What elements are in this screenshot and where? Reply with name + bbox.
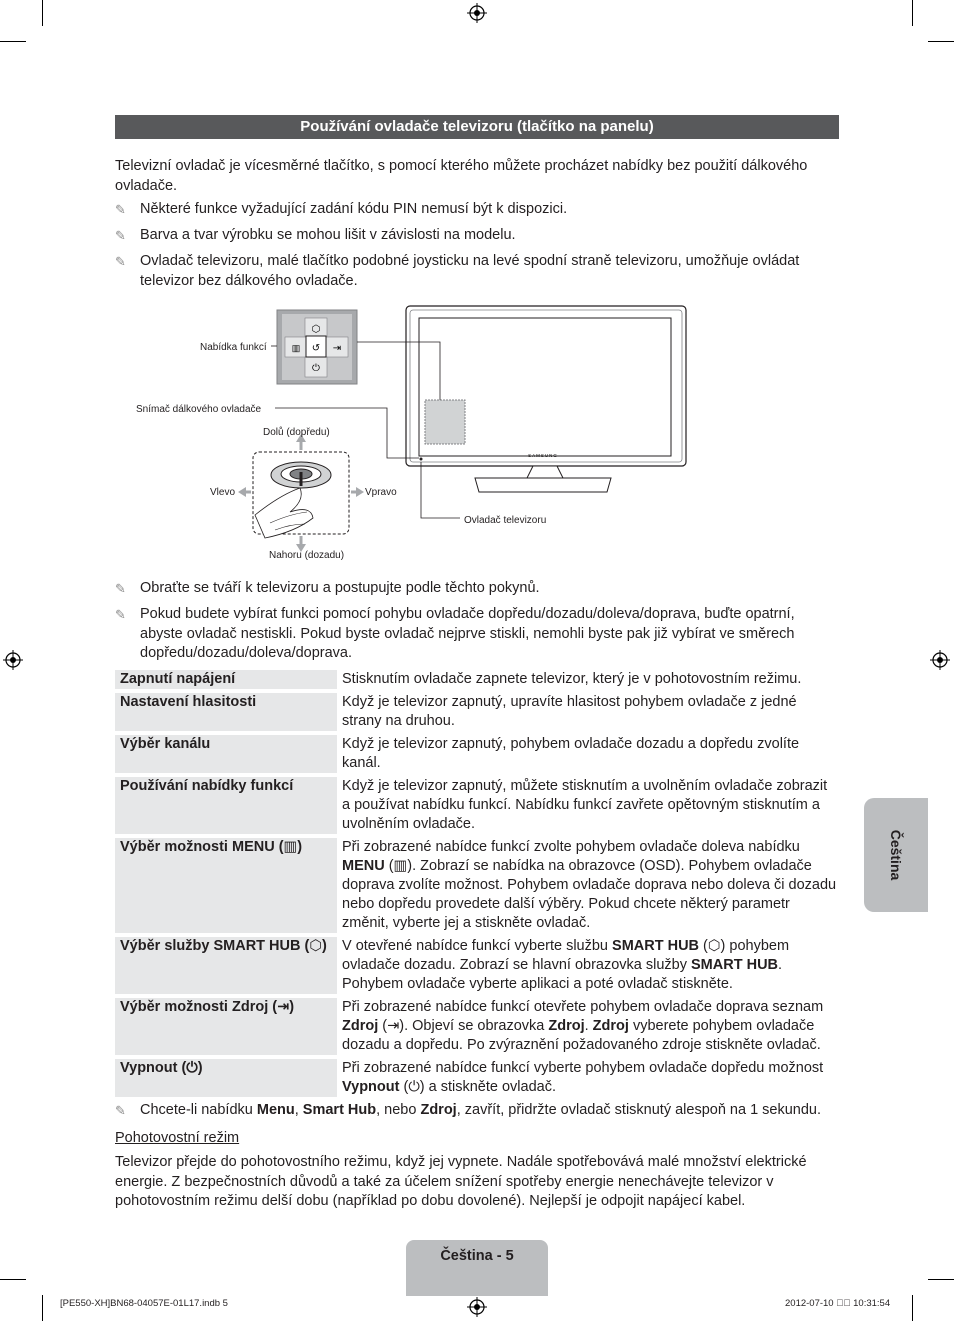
table-key: Výběr možnosti MENU (▥) (115, 838, 337, 937)
crop-mark (0, 41, 26, 42)
note-item: ✎ Barva a tvar výrobku se mohou lišit v závislosti na modelu. (115, 226, 841, 246)
tv-controller-diagram (115, 300, 841, 570)
power-icon: ⏻ (312, 363, 320, 374)
table-row (115, 777, 839, 838)
table-value: Když je televizor zapnutý, pohybem ovladače dozadu a dopředu zvolíte kanál. (337, 735, 839, 777)
table-value: Při zobrazené nabídce funkcí vyberte pohybem ovladače dopředu možnost Vypnout (⏻) a stiskněte ovladač. (337, 1059, 839, 1101)
menu-icon: ▥ (291, 343, 301, 353)
table-value: Při zobrazené nabídce funkcí zvolte pohybem ovladače doleva nabídku MENU (▥). Zobrazí se nabídka na obrazovce (OSD). Pohybem ovladače doprava zvolíte možnost. Pohybem ovladače doprava nebo doleva či dozadu nebo dopředu provedete další výběry. Pokud chcete některý parametr změnit, vyberte jej a stiskněte ovladač. (337, 838, 839, 937)
note-item: ✎ Chcete-li nabídku Menu, Smart Hub, nebo Zdroj, zavřít, přidržte ovladač stisknutý alespoň na 1 sekundu. (115, 1101, 841, 1121)
registration-mark-icon (467, 3, 487, 23)
return-icon: ↺ (311, 343, 321, 354)
table-row (115, 838, 839, 937)
tv-illustration (406, 306, 686, 492)
function-table (115, 670, 839, 1101)
table-key: Vypnout (⏻) (115, 1059, 337, 1101)
table-row (115, 693, 839, 735)
note-item: ✎ Obraťte se tváří k televizoru a postupujte podle těchto pokynů. (115, 579, 841, 599)
table-row (115, 937, 839, 998)
page-number-tab: Čeština - 5 (406, 1240, 548, 1296)
svg-text:SAMSUNG: SAMSUNG (528, 453, 558, 458)
table-value: Při zobrazené nabídce funkcí otevřete pohybem ovladače doprava seznam Zdroj (⇥). Objeví se obrazovka Zdroj. Zdroj vyberete pohybem ovladače dozadu a dopředu. Po zvýraznění požadovaného zdroje stiskněte ovladač. (337, 998, 839, 1059)
table-value: V otevřené nabídce funkcí vyberte službu SMART HUB (⬡) pohybem ovladače dozadu. Zobrazí se hlavní obrazovka služby SMART HUB. Pohybem ovladače vyberte aplikaci a poté ovladač stiskněte. (337, 937, 839, 998)
registration-mark-icon (3, 650, 23, 670)
table-value: Když je televizor zapnutý, můžete stisknutím a uvolněním ovladače zobrazit a používat nabídku funkcí. Nabídku funkcí zavřete opětovným stisknutím a uvolněním ovladače. (337, 777, 839, 838)
table-key: Výběr služby SMART HUB (⬡) (115, 937, 337, 998)
note-item: ✎ Některé funkce vyžadující zadání kódu PIN nemusí být k dispozici. (115, 200, 841, 220)
crop-mark (912, 0, 913, 26)
note-pencil-icon: ✎ (115, 228, 126, 243)
registration-mark-icon (930, 650, 950, 670)
note-pencil-icon: ✎ (115, 202, 126, 217)
crop-mark (0, 1279, 26, 1280)
table-key: Výběr kanálu (115, 735, 337, 777)
label-right: Vpravo (365, 487, 397, 498)
crop-mark (42, 1295, 43, 1321)
source-icon: ⇥ (332, 343, 342, 354)
label-function-menu: Nabídka funkcí (200, 342, 267, 353)
note-item: ✎ Ovladač televizoru, malé tlačítko podobné joysticku na levé spodní straně televizoru, umožňuje ovládat televizor bez dálkového ovladače. (115, 253, 800, 289)
language-side-tab: Čeština (864, 798, 928, 912)
table-key: Výběr možnosti Zdroj (⇥) (115, 998, 337, 1059)
standby-heading: Pohotovostní režim (115, 1130, 240, 1146)
note-pencil-icon: ✎ (115, 1103, 126, 1118)
smart-hub-icon: ⬡ (311, 324, 321, 335)
standby-paragraph: Televizor přejde do pohotovostního režimu, když jej vypnete. Nadále spotřebovává malé množství elektrické energie. Z bezpečnostních důvodů a také za účelem snížení spotřeby energie nenechávejte televizor v pohotovostním režimu delší dobu (například po dobu dovolené). Nejlepší je odpojit napájecí kabel. (115, 1154, 807, 1209)
footer-file-info: [PE550-XH]BN68-04057E-01L17.indb 5 (60, 1298, 228, 1309)
table-row (115, 998, 839, 1059)
table-row (115, 1059, 839, 1101)
note-item: ✎ Pokud budete vybírat funkci pomocí pohybu ovladače dopředu/dozadu/doleva/doprava, buďte opatrní, abyste ovladač nestiskli. Pokud byste ovladač nejprve stiskli, nemohli byste pak již vybírat ve směrech dopředu/dozadu/doleva/doprava. (115, 606, 795, 661)
table-row (115, 670, 839, 693)
note-pencil-icon: ✎ (115, 581, 126, 596)
label-left: Vlevo (210, 487, 236, 498)
registration-mark-icon (467, 1297, 487, 1317)
label-remote-sensor: Snímač dálkového ovladače (136, 404, 262, 415)
joystick-closeup (238, 434, 364, 552)
table-key: Zapnutí napájení (115, 670, 337, 693)
crop-mark (42, 0, 43, 26)
note-pencil-icon: ✎ (115, 607, 126, 622)
crop-mark (928, 41, 954, 42)
crop-mark (912, 1295, 913, 1321)
function-menu-illustration (277, 310, 357, 384)
section-title: Používání ovladače televizoru (tlačítko na panelu) (115, 115, 839, 139)
table-value: Stisknutím ovladače zapnete televizor, který je v pohotovostním režimu. (337, 670, 839, 693)
crop-mark (928, 1279, 954, 1280)
table-value: Když je televizor zapnutý, upravíte hlasitost pohybem ovladače z jedné strany na druhou. (337, 693, 839, 735)
footer-timestamp: 2012-07-10 󰂡󰂡 10:31:54 (785, 1298, 891, 1309)
label-tv-controller: Ovladač televizoru (464, 515, 547, 526)
intro-paragraph: Televizní ovladač je vícesměrné tlačítko, s pomocí kterého můžete procházet nabídky bez použití dálkového ovladače. (115, 158, 808, 194)
label-down-forward: Dolů (dopředu) (263, 427, 330, 438)
table-key: Nastavení hlasitosti (115, 693, 337, 735)
table-key: Používání nabídky funkcí (115, 777, 337, 838)
label-up-backward: Nahoru (dozadu) (269, 550, 345, 561)
table-row (115, 735, 839, 777)
note-pencil-icon: ✎ (115, 254, 126, 269)
